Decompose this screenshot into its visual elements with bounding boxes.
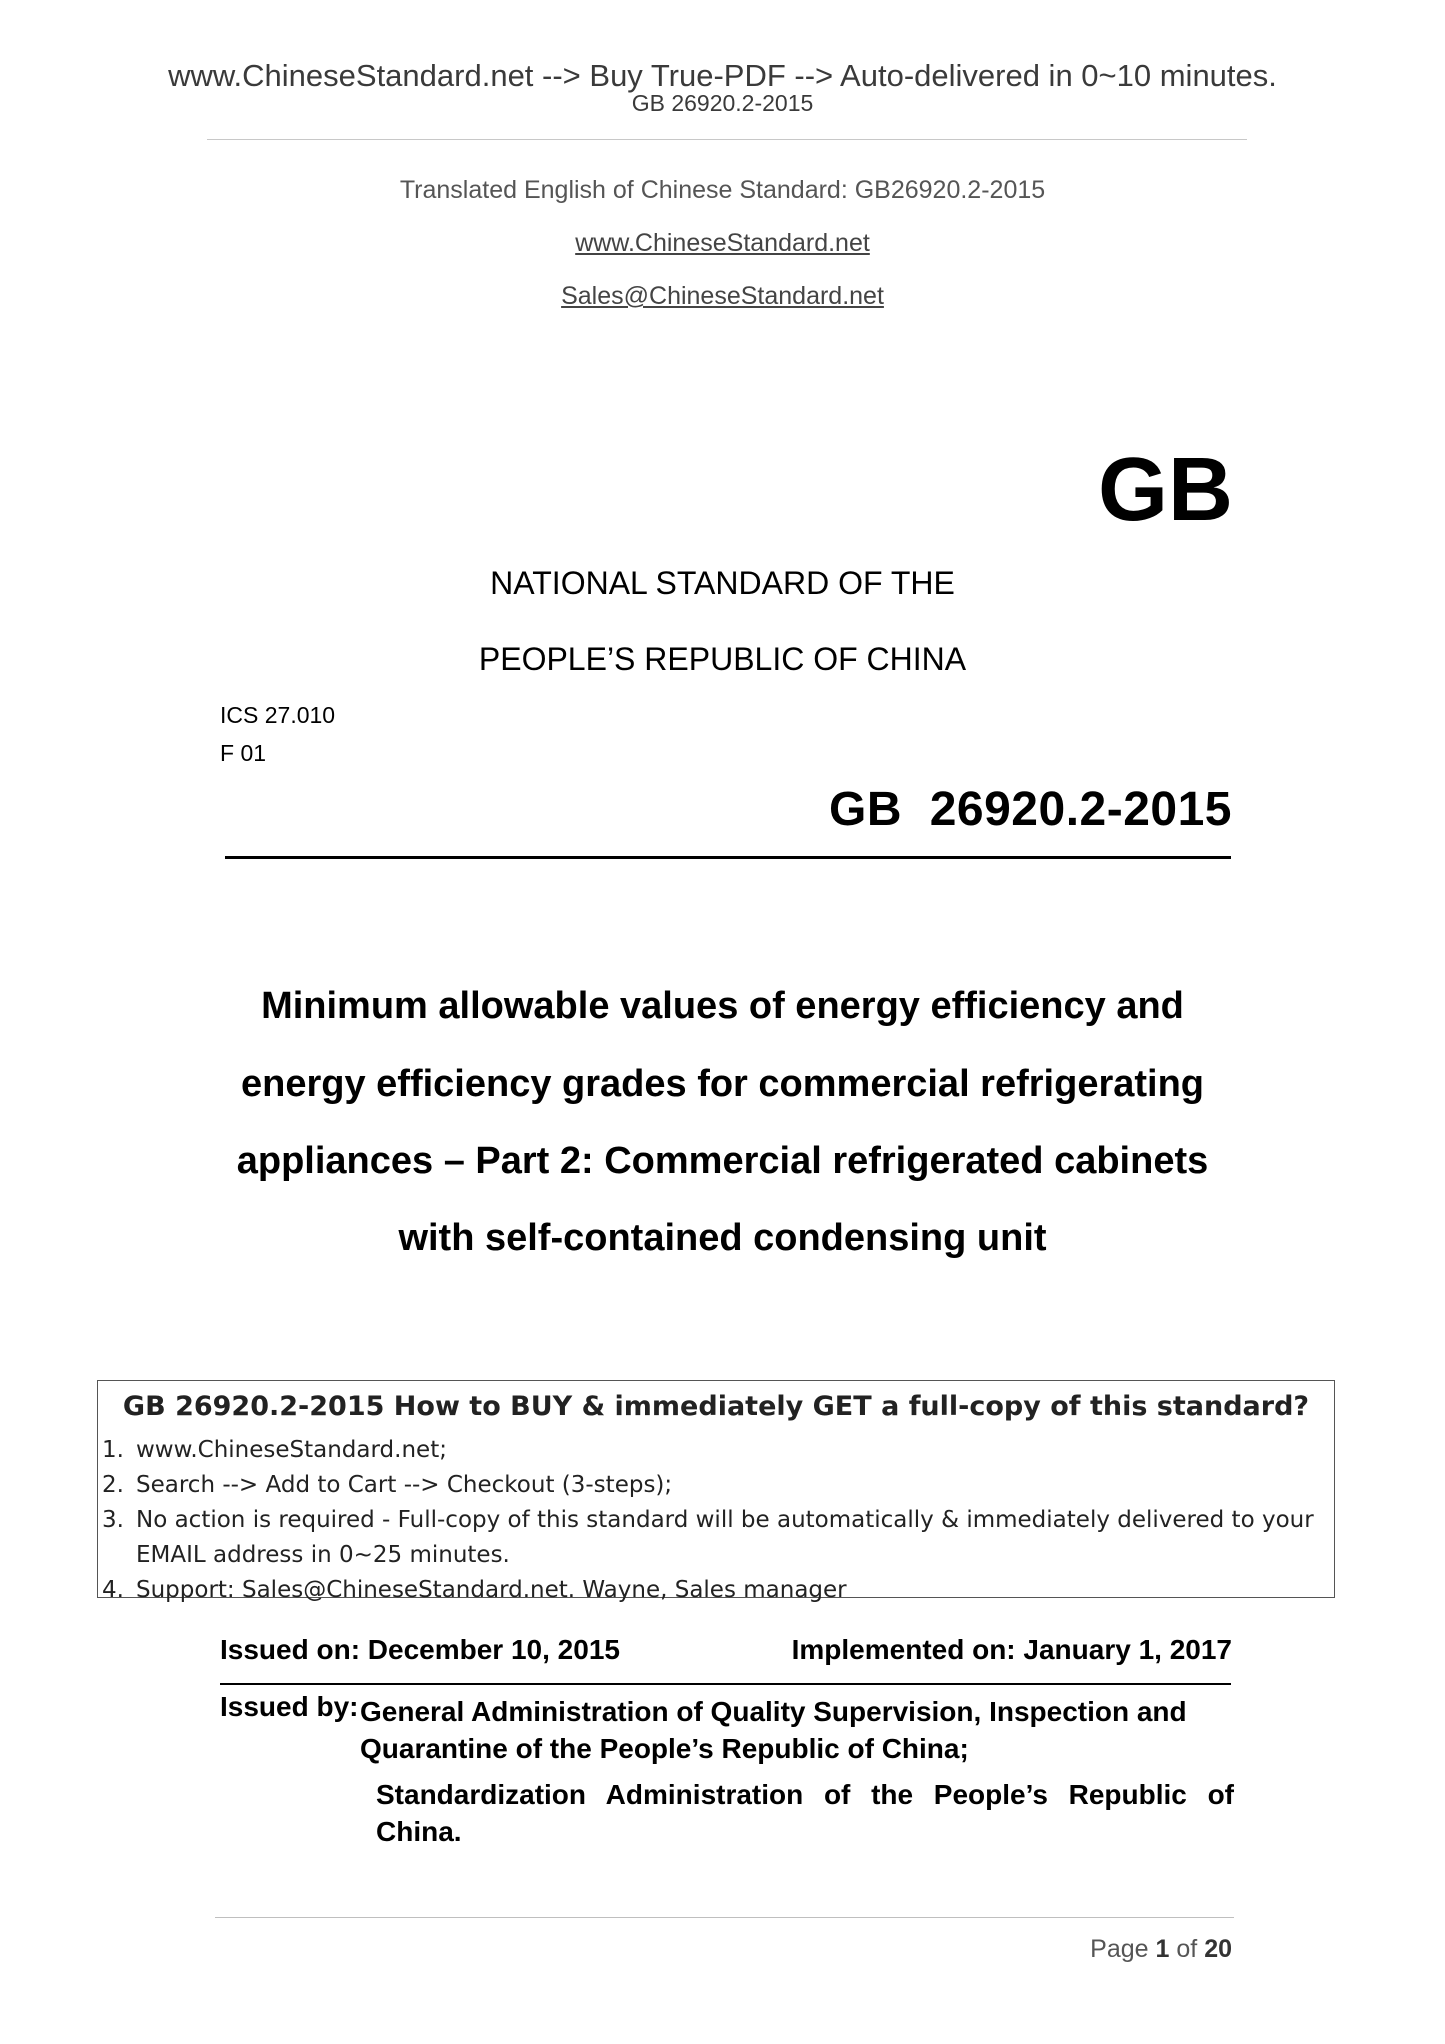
dates-rule bbox=[220, 1683, 1231, 1685]
issued-by-org-1 bbox=[360, 1693, 1235, 1767]
page-prefix: Page bbox=[1090, 1935, 1149, 1963]
buy-step-text: www.ChineseStandard.net; bbox=[136, 1437, 447, 1463]
ics-code: ICS 27.010 bbox=[220, 702, 336, 728]
page-total: 20 bbox=[1204, 1935, 1232, 1963]
buy-step-text: Search --> Add to Cart --> Checkout (3-steps); bbox=[136, 1472, 673, 1498]
buy-step-number: 3. bbox=[102, 1507, 124, 1533]
issued-by-org-1-text: General Administration of Quality Supervision, Inspection and Quarantine of the People’s Republic of China; bbox=[360, 1696, 1187, 1764]
website-link-row bbox=[0, 231, 1445, 256]
buy-step-number: 1. bbox=[102, 1437, 124, 1463]
email-link[interactable]: Sales@ChineseStandard.net bbox=[561, 282, 884, 310]
page-of: of bbox=[1176, 1935, 1198, 1963]
website-link[interactable]: www.ChineseStandard.net bbox=[575, 229, 870, 257]
buy-box-heading: GB 26920.2-2015 How to BUY & immediately GET a full-copy of this standard? bbox=[122, 1391, 1310, 1422]
buy-steps-list bbox=[102, 1433, 1334, 1608]
buy-step bbox=[102, 1573, 1334, 1608]
buy-step bbox=[102, 1503, 1334, 1573]
translation-note: Translated English of Chinese Standard: GB26920.2-2015 bbox=[399, 176, 1046, 204]
buy-step-text: Support: Sales@ChineseStandard.net. Wayne, Sales manager bbox=[136, 1577, 847, 1603]
top-banner: www.ChineseStandard.net --> Buy True-PDF --> Auto-delivered in 0~10 minutes. bbox=[168, 58, 1277, 93]
implemented-on-date: Implemented on: January 1, 2017 bbox=[791, 1634, 1232, 1665]
standard-number bbox=[829, 783, 1232, 836]
buy-step bbox=[102, 1468, 1334, 1503]
buy-step-number: 4. bbox=[102, 1577, 124, 1603]
header-divider bbox=[207, 139, 1247, 140]
title-line-4: with self-contained condensing unit bbox=[398, 1217, 1047, 1259]
buy-step bbox=[102, 1433, 1334, 1468]
page-current: 1 bbox=[1155, 1935, 1170, 1963]
gb-mark: GB bbox=[1098, 440, 1233, 540]
email-link-row bbox=[0, 284, 1445, 309]
issued-by-label: Issued by: bbox=[220, 1691, 359, 1722]
buy-step-number: 2. bbox=[102, 1472, 124, 1498]
issued-on-date: Issued on: December 10, 2015 bbox=[220, 1634, 620, 1665]
issued-by-org-2: Standardization Administration of the People’s Republic of China. bbox=[376, 1779, 1234, 1847]
title-line-3: appliances – Part 2: Commercial refrigerated cabinets bbox=[236, 1140, 1209, 1182]
running-head: GB 26920.2-2015 bbox=[631, 90, 814, 116]
standard-number-text: GB 26920.2-2015 bbox=[829, 783, 1232, 836]
title-line-2: energy efficiency grades for commercial refrigerating bbox=[240, 1063, 1205, 1105]
buy-step-text: No action is required - Full-copy of this standard will be automatically & immediately delivered to your EMAIL address in 0~25 minutes. bbox=[136, 1507, 1314, 1568]
footer-divider bbox=[215, 1917, 1234, 1918]
national-standard-line1: NATIONAL STANDARD OF THE bbox=[490, 565, 955, 601]
classification-code: F 01 bbox=[220, 740, 267, 766]
buy-info-box bbox=[97, 1380, 1335, 1603]
national-standard-line2: PEOPLE’S REPUBLIC OF CHINA bbox=[478, 641, 967, 677]
page-number bbox=[1090, 1937, 1232, 1962]
standard-number-rule bbox=[225, 856, 1231, 859]
title-line-1: Minimum allowable values of energy efficiency and bbox=[261, 985, 1184, 1027]
